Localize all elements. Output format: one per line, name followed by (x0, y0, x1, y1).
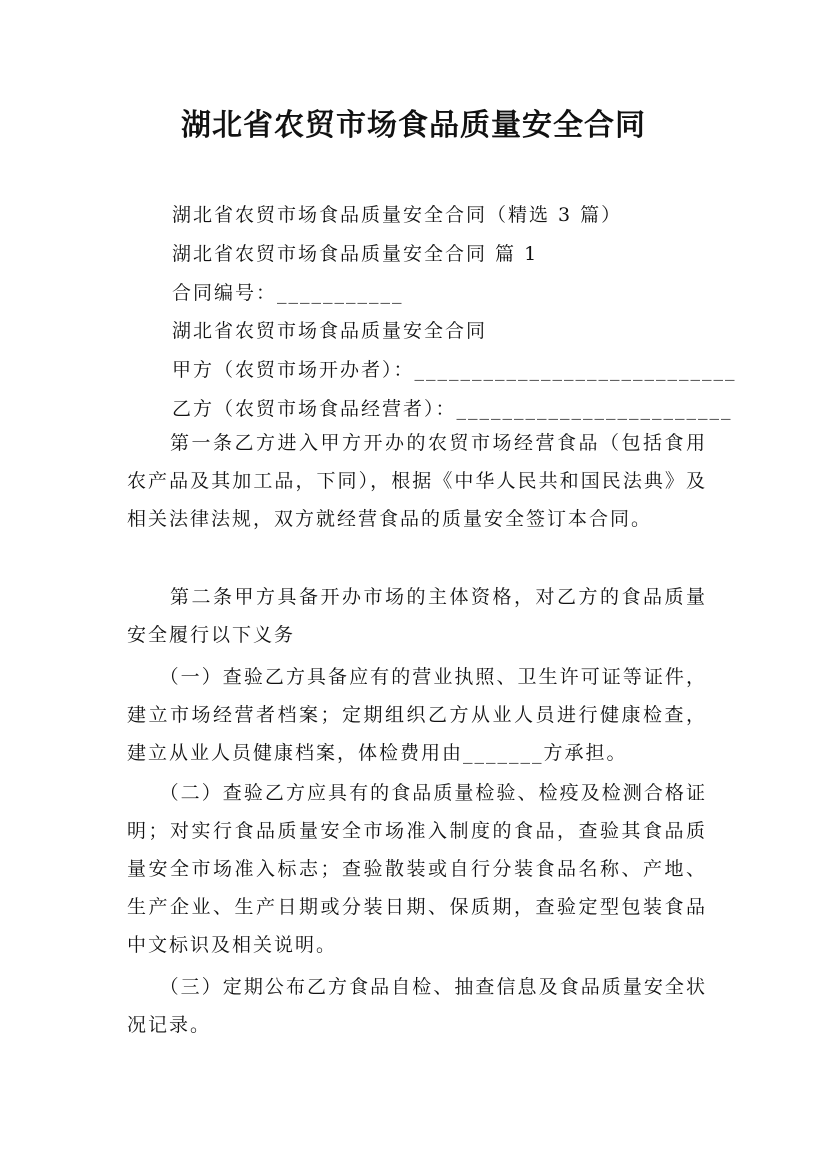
clause-1-paragraph: 第一条乙方进入甲方开办的农贸市场经营食品（包括食用农产品及其加工品，下同），根据《中华人民共和国民法典》及相关法律法规，双方就经营食品的质量安全签订本合同。 (127, 432, 707, 530)
party-b-line: 乙方（农贸市场食品经营者）：________________________ (172, 398, 733, 420)
clause-2-paragraph: 第二条甲方具备开办市场的主体资格，对乙方的食品质量安全履行以下义务 (127, 586, 707, 646)
section-heading: 湖北省农贸市场食品质量安全合同 篇 1 (172, 243, 539, 265)
clause-2-item-3: （三）定期公布乙方食品自检、抽查信息及食品质量安全状况记录。 (127, 976, 707, 1036)
contract-number-line: 合同编号：___________ (172, 282, 404, 304)
party-a-line: 甲方（农贸市场开办者）：____________________________ (172, 359, 737, 381)
contract-name-line: 湖北省农贸市场食品质量安全合同 (172, 320, 488, 342)
document-subtitle: 湖北省农贸市场食品质量安全合同（精选 3 篇） (172, 204, 623, 226)
clause-2-item-2: （二）查验乙方应具有的食品质量检验、检疫及检测合格证明；对实行食品质量安全市场准入制度的食品，查验其食品质量安全市场准入标志；查验散装或自行分装食品名称、产地、生产企业、生产日期或分装日期、保质期，查验定型包装食品中文标识及相关说明。 (127, 782, 707, 956)
clause-2-item-1: （一）查验乙方具备应有的营业执照、卫生许可证等证件，建立市场经营者档案；定期组织乙方从业人员进行健康检查，建立从业人员健康档案，体检费用由_______方承担。 (127, 666, 707, 764)
document-title: 湖北省农贸市场食品质量安全合同 (181, 108, 646, 143)
